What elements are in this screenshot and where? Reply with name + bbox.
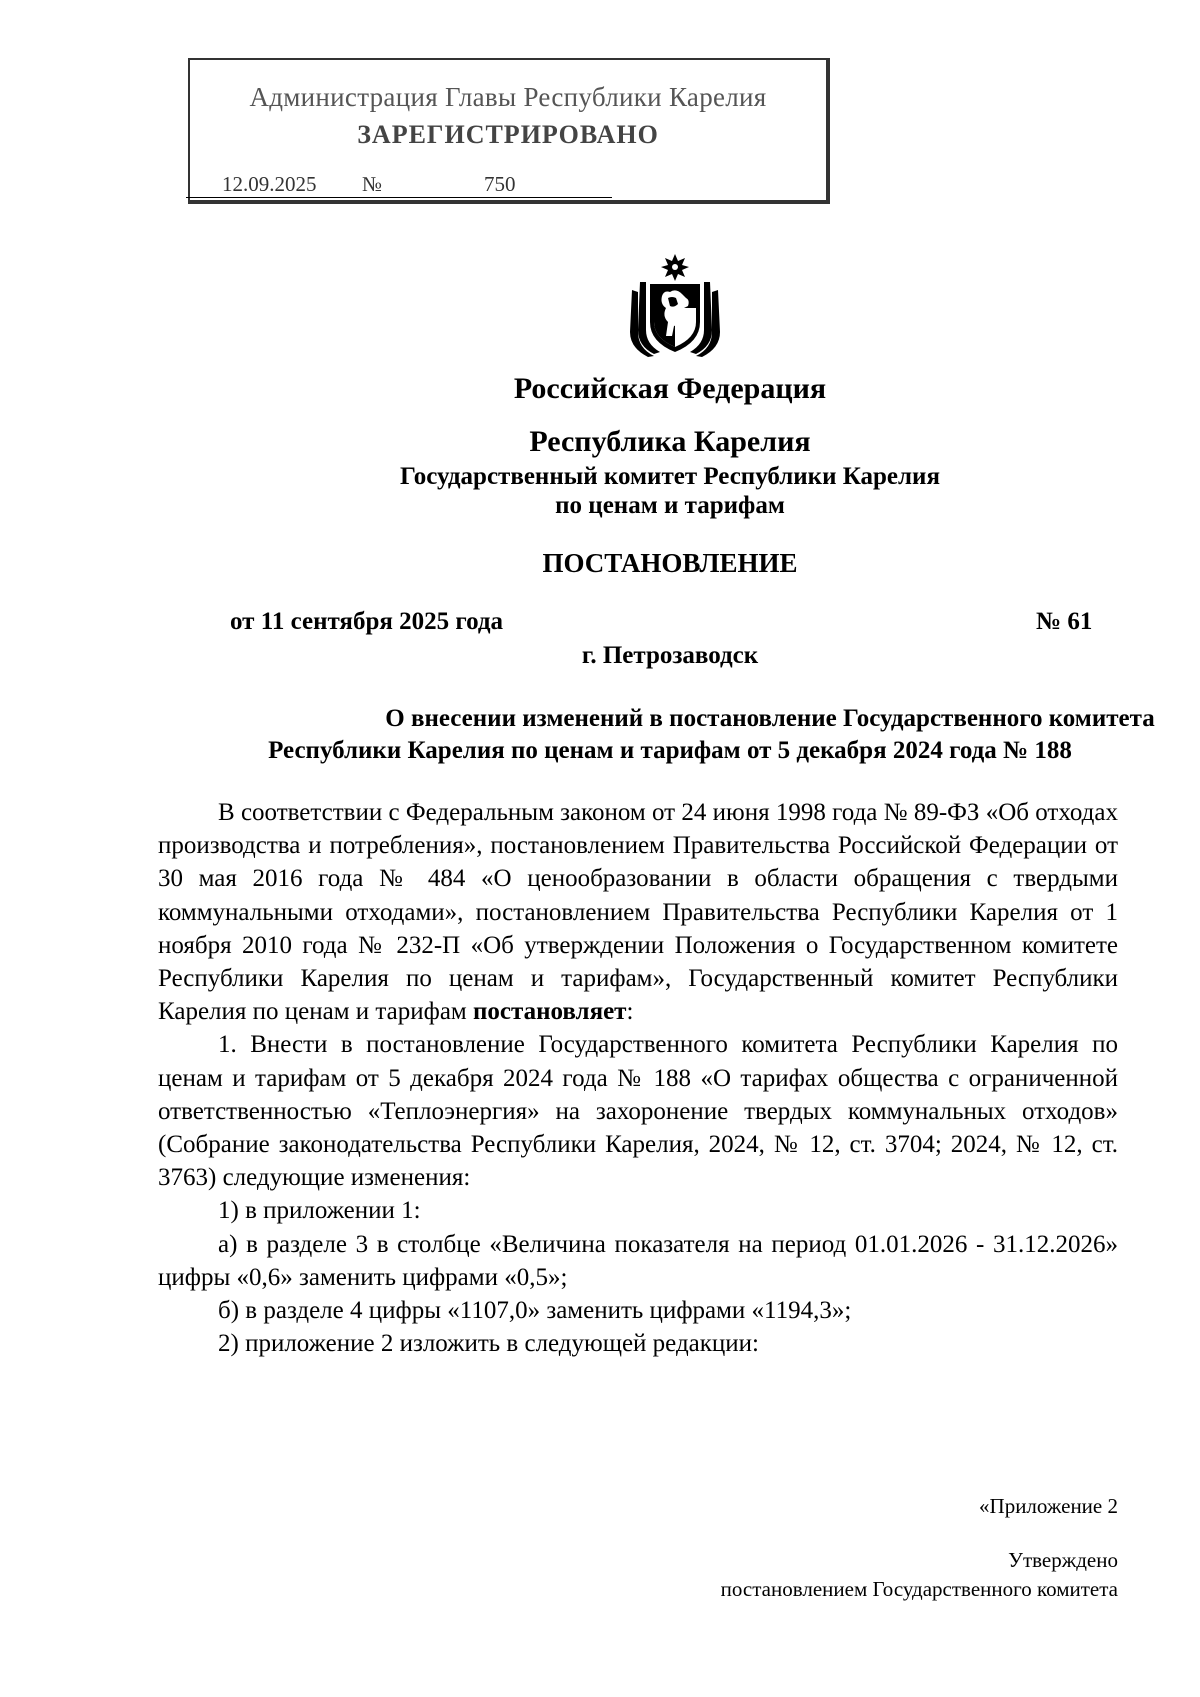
item-1-1-b: б) в разделе 4 цифры «1107,0» заменить цифрами «1194,3»; [218,1297,852,1325]
item-1-1: 1) в приложении 1: [218,1197,421,1225]
appendix-approved-by: постановлением Государственного комитета [720,1577,1118,1601]
subject-line2: Республики Карелия по ценам и тарифам от 5 декабря 2024 года № 188 [268,737,1072,764]
karelia-coat-of-arms-icon [630,252,720,358]
document-type: ПОСТАНОВЛЕНИЕ [542,548,798,578]
appendix-title: «Приложение 2 [979,1494,1118,1518]
committee-title-line2: по ценам и тарифам [555,492,785,519]
appendix-approved: Утверждено [1008,1548,1118,1572]
committee-title-line1: Государственный комитет Республики Карелия [400,463,940,490]
document-date: от 11 сентября 2025 года [230,608,504,635]
stamp-underline [186,197,612,198]
stamp-organization: Администрация Главы Республики Карелия [249,82,767,112]
stamp-number-label: № [362,172,383,196]
country-title: Российская Федерация [513,372,827,405]
republic-title: Республика Карелия [529,425,811,458]
document-city: г. Петрозаводск [581,642,759,669]
stamp-number: 750 [484,172,516,196]
document-body [158,796,1118,1360]
subject-line1: О внесении изменений в постановление Государственного комитета [385,705,1155,732]
registration-stamp [188,58,830,204]
stamp-title: ЗАРЕГИСТРИРОВАНО [357,120,659,149]
item-1-1-a: а) в разделе 3 в столбце «Величина показателя на период 01.01.2026 - 31.12.2026» цифры «0,6» заменить цифрами «0,5»; [158,1230,1118,1291]
document-number: № 61 [1036,608,1093,635]
preamble-text: В соответствии с Федеральным законом от 24 июня 1998 года № 89-ФЗ «Об отходах производства и потребления», постановлением Правительства Российской Федерации от 30 мая 2016 года № 484 «О ценообразовании в области обращения с твердыми коммунальными отходами», постановлением Правительства Республики Карелия от 1 ноября 2010 года № 232-П «Об утверждении Положения о Государственном комитете Республики Карелия по ценам и тарифам», Государственный комитет Республики Карелия по ценам и тарифам [158,799,1118,1026]
preamble-colon: : [626,998,634,1026]
item-1: 1. Внести в постановление Государственного комитета Республики Карелия по ценам и тарифам от 5 декабря 2024 года № 188 «О тарифах общества с ограниченной ответственностью «Теплоэнергия» на захоронение твердых коммунальных отходов» (Собрание законодательства Республики Карелия, 2024, № 12, ст. 3704; 2024, № 12, ст. 3763) следующие изменения: [158,1031,1118,1192]
preamble-bold-verb: постановляет [473,998,627,1026]
stamp-date: 12.09.2025 [222,172,317,196]
item-1-2: 2) приложение 2 изложить в следующей редакции: [218,1330,759,1358]
preamble-paragraph [158,796,1118,1028]
